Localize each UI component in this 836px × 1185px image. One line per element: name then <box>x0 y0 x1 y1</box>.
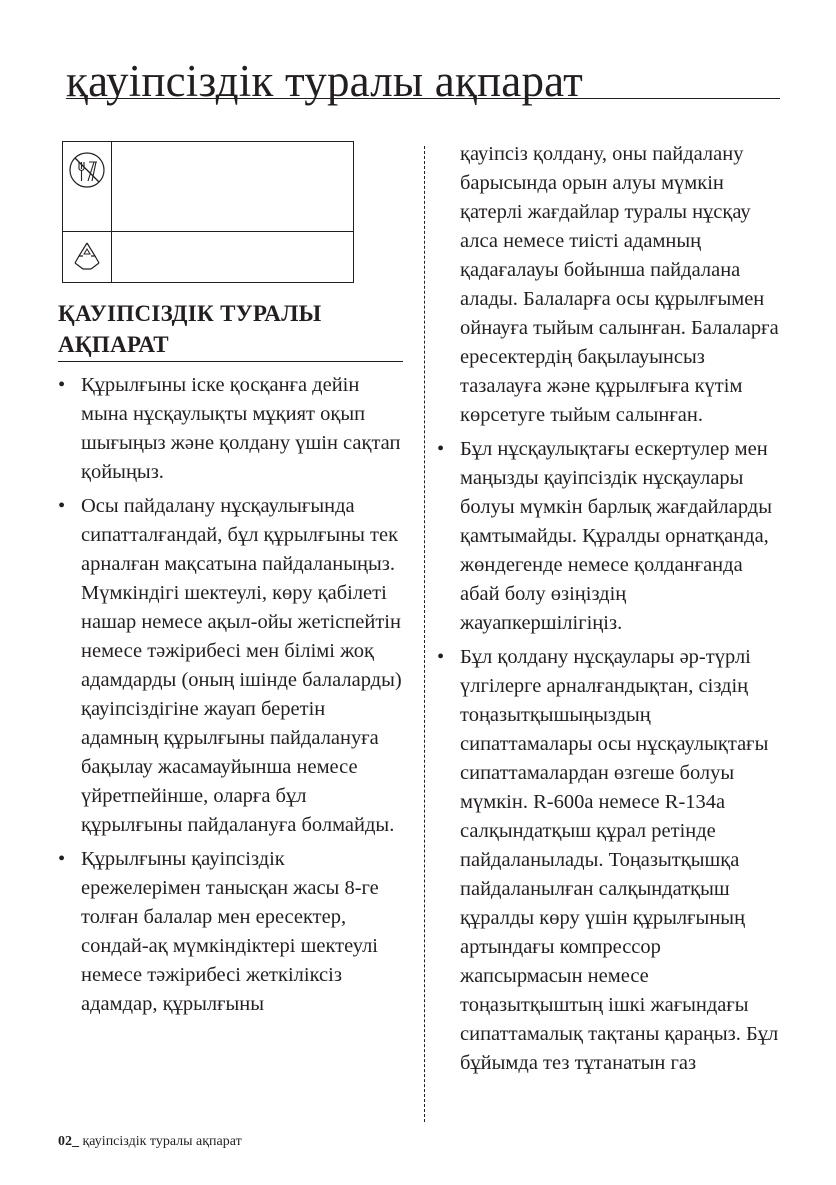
section-heading <box>58 298 403 360</box>
symbols-icon-cell <box>63 142 112 231</box>
symbols-table <box>62 141 354 283</box>
page-title: қауіпсіздік туралы ақпарат <box>66 56 584 106</box>
heading-rule <box>58 361 403 362</box>
left-column <box>58 371 402 1019</box>
bullet-paragraph: • Бұл қолдану нұсқаулары әр-түрлі үлгілерге арналғандықтан, сіздің тоңазытқышыңыздың сипаттамалары осы нұсқаулықтағы сипаттамалардан өзгеше болуы мүмкін. R-600a немесе R-134a салқындатқыш құрал ретінде пайдаланылады. Тоңазытқышқа пайдаланылған салқындатқыш құралды көру үшін құрылғының артындағы компрессор жапсырмасын немесе тоңазытқыштың ішкі жағындағы сипаттамалық тақтаны қараңыз. Бұл бұйымда тез тұтанатын газ <box>437 643 787 1078</box>
symbols-row <box>63 231 353 282</box>
no-food-contact-icon <box>68 151 106 189</box>
bullet-paragraph: • Осы пайдалану нұсқаулығында сипатталғандай, бұл құрылғыны тек арналған мақсатына пайдаланыңыз. Мүмкіндігі шектеулі, көру қабілеті нашар немесе ақыл-ойы жетіспейтін немесе тәжірибесі мен білімі жоқ адамдарды (оның ішінде балаларды) қауіпсіздігіне жауап беретін адамның құрылғыны пайдалануға бақылау жасамауйынша немесе үйретпейінше, оларға бұл құрылғыны пайдалануға болмайды. <box>58 492 402 840</box>
section-heading-line1: ҚАУІПСІЗДІК ТУРАЛЫ <box>58 301 322 326</box>
bullet-paragraph: • Құрылғыны қауіпсіздік ережелерімен танысқан жасы 8-ге толған балалар мен ересектер, сондай-ақ мүмкіндіктері шектеулі немесе тәжірибесі жеткіліксіз адамдар, құрылғыны <box>58 845 402 1019</box>
bullet-paragraph: • Бұл нұсқаулықтағы ескертулер мен маңызды қауіпсіздік нұсқаулары болуы мүмкін барлық жағдайларды қамтымайды. Құралды орнатқанда, жөндегенде немесе қолданғанда абай болу өзіңіздің жауапкершілігіңіз. <box>437 435 787 638</box>
footer <box>58 1133 242 1151</box>
right-column <box>437 140 787 1078</box>
recycle-icon <box>70 239 104 273</box>
bullet-paragraph: • Құрылғыны іске қосқанға дейін мына нұсқаулықты мұқият оқып шығыңыз және қолдану үшін сақтап қойыңыз. <box>58 371 402 487</box>
continued-paragraph: қауіпсіз қолдану, оны пайдалану барысында орын алуы мүмкін қатерлі жағдайлар туралы нұсқау алса немесе тиісті адамның қадағалауы бойынша пайдалана алады. Балаларға осы құрылғымен ойнауға тыйым салынған. Балаларға ересектердің бақылауынсыз тазалауға және құрылғыға күтім көрсетуге тыйым салынған. <box>460 143 779 426</box>
footer-label: қауіпсіздік туралы ақпарат <box>82 1134 242 1149</box>
section-heading-line2: АҚПАРАТ <box>58 332 169 357</box>
symbols-row <box>63 142 353 232</box>
symbols-icon-cell <box>63 231 112 282</box>
title-rule <box>66 98 780 99</box>
page-number: 02_ <box>58 1134 79 1149</box>
column-divider <box>424 146 425 1122</box>
